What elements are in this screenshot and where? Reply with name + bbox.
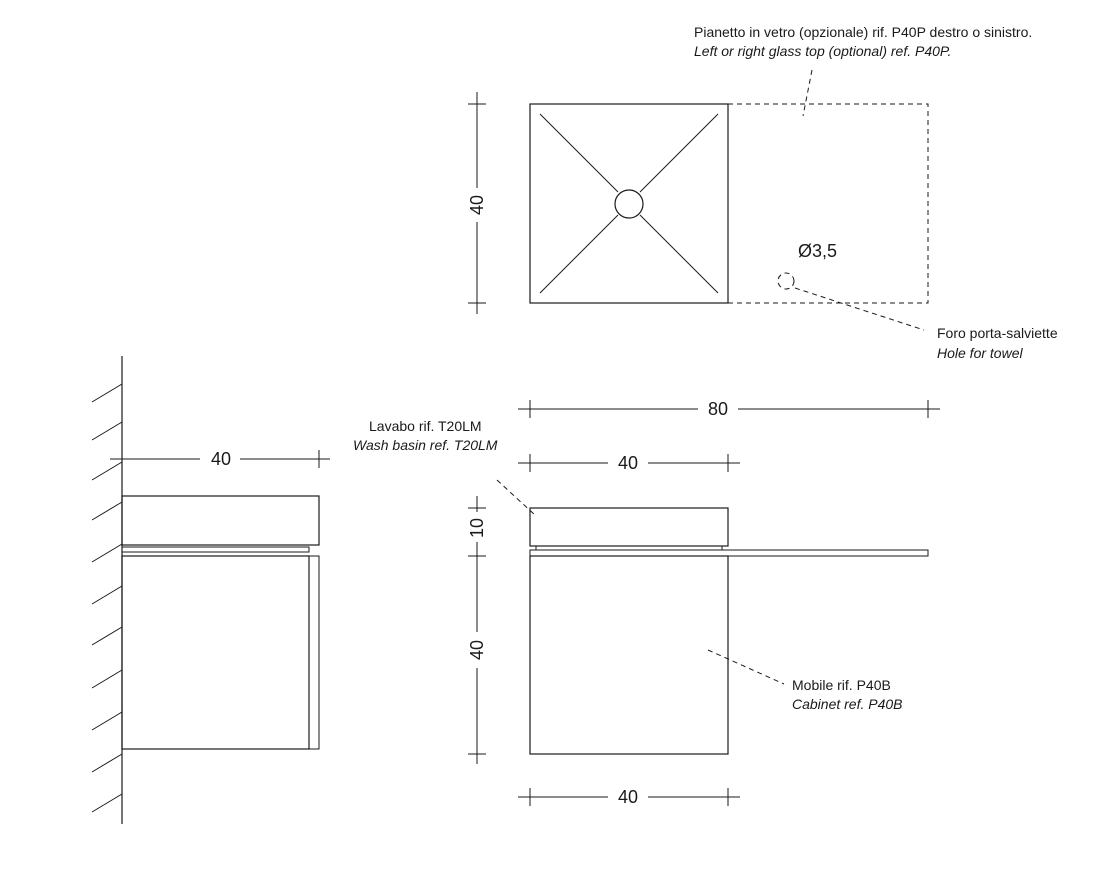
dim-label: 40 — [211, 449, 232, 469]
glass-note-italian: Pianetto in vetro (opzionale) rif. P40P destro o sinistro. — [694, 24, 1033, 40]
glass-top-outline — [728, 104, 928, 303]
drain-hole — [615, 190, 643, 218]
dim-label: 80 — [708, 399, 729, 419]
basin-leader-line — [497, 480, 536, 516]
basin-slope-line — [640, 215, 718, 293]
basin-slope-line — [640, 114, 718, 192]
cabinet-leader-line — [708, 650, 784, 684]
vertical-dimension-chain — [467, 496, 487, 764]
wall-hatching — [92, 384, 122, 812]
dim-label: 40 — [467, 639, 487, 660]
front-view — [353, 399, 940, 807]
total-width-dimension — [518, 399, 940, 419]
top-view — [467, 24, 1058, 361]
side-glass-shelf — [122, 547, 309, 552]
basin-note-italian: Lavabo rif. T20LM — [369, 418, 482, 434]
cabinet-width-dimension — [518, 787, 740, 807]
dim-label: 40 — [618, 787, 639, 807]
towel-leader-line — [795, 288, 924, 330]
side-cabinet-door — [309, 556, 319, 749]
basin-slope-line — [540, 215, 618, 293]
front-glass-shelf — [530, 550, 928, 556]
basin-note-english: Wash basin ref. T20LM — [353, 437, 498, 453]
front-basin — [530, 508, 728, 546]
cabinet-note-english: Cabinet ref. P40B — [792, 696, 903, 712]
side-basin — [122, 496, 319, 545]
towel-hole — [778, 273, 794, 289]
side-view — [92, 356, 330, 824]
glass-note-english: Left or right glass top (optional) ref. P40P. — [694, 43, 952, 59]
dim-label: 40 — [467, 194, 487, 215]
basin-width-dimension — [518, 453, 740, 473]
glass-leader-line — [803, 70, 812, 116]
cabinet-note-italian: Mobile rif. P40B — [792, 677, 891, 693]
hole-diameter-label: Ø3,5 — [798, 241, 838, 261]
front-cabinet — [530, 556, 728, 754]
top-height-dimension — [467, 92, 487, 314]
towel-note-italian: Foro porta-salviette — [937, 325, 1058, 341]
side-cabinet — [122, 556, 309, 749]
towel-note-english: Hole for towel — [937, 345, 1023, 361]
dim-label: 10 — [467, 517, 487, 538]
basin-slope-line — [540, 114, 618, 192]
dim-label: 40 — [618, 453, 639, 473]
side-depth-dimension — [110, 449, 330, 469]
